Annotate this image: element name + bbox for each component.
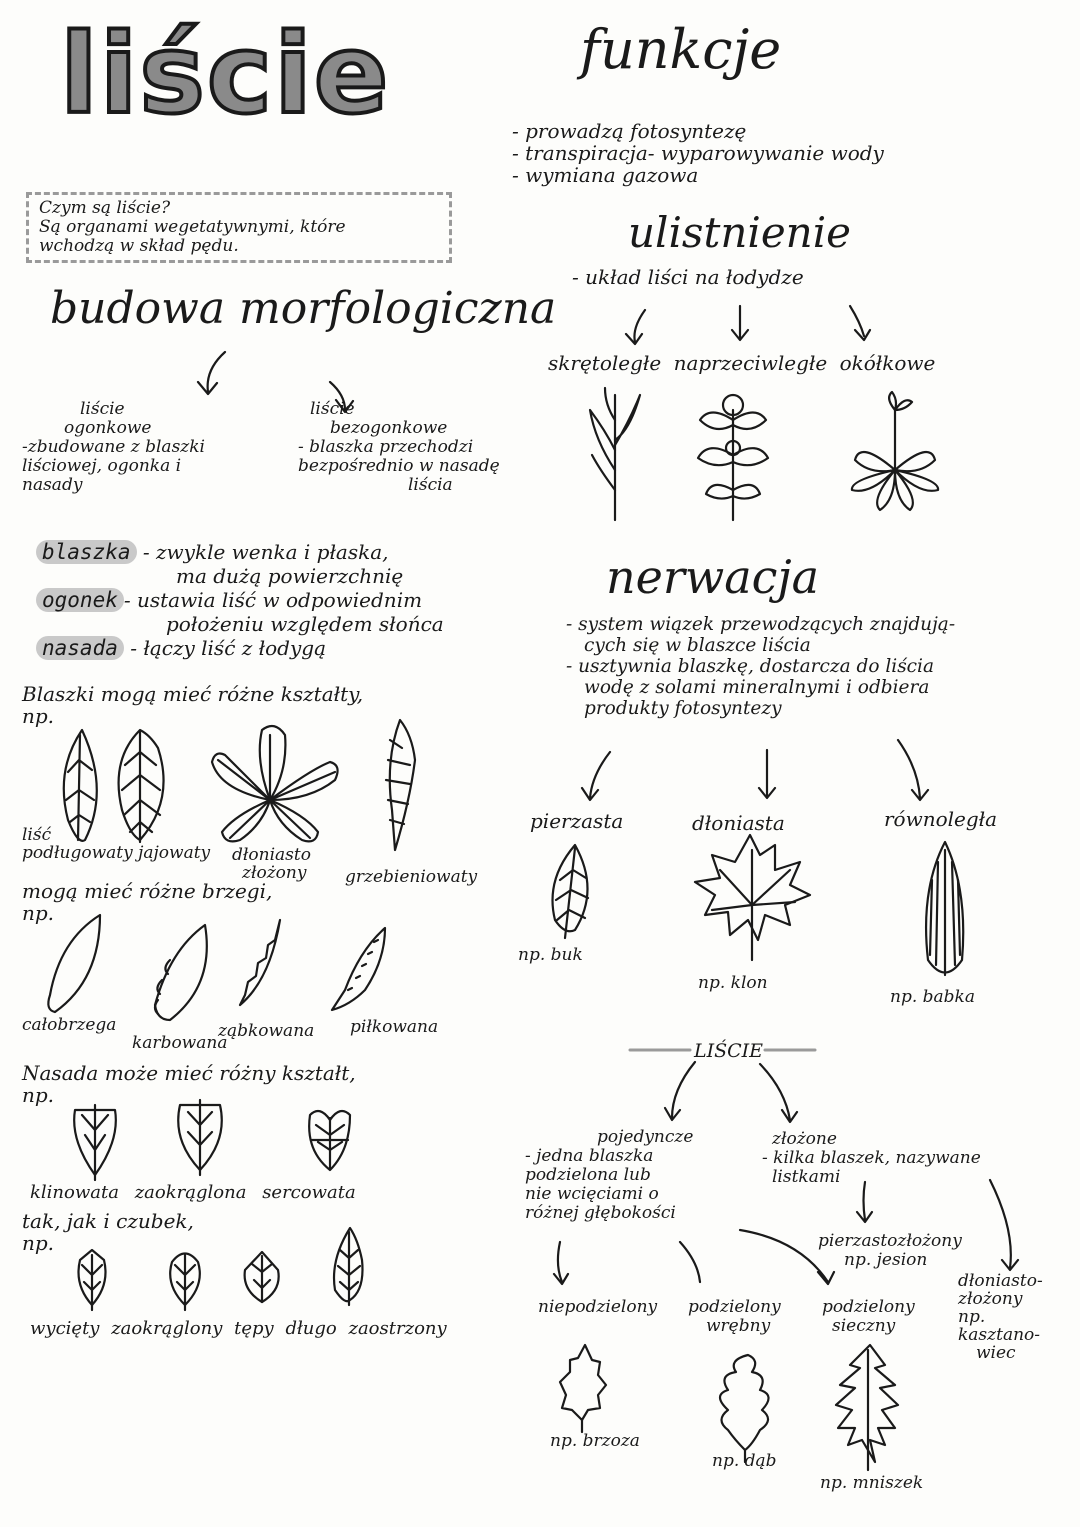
podzielony-wrebny-line1: podzielony (688, 1297, 781, 1317)
page-title: liście (60, 10, 391, 138)
part-desc: - ustawia liść w odpowiednim (123, 588, 423, 612)
ogonkowe-desc3: nasady (22, 475, 83, 495)
part-desc-cont: położeniu względem słońca (166, 612, 444, 636)
shape-label-grzebieniowaty: grzebieniowaty (345, 867, 478, 887)
pierzasto-line1: pierzastozłożony (818, 1231, 962, 1251)
part-term: nasada (36, 636, 124, 660)
shape-label-zlozony: złożony (242, 863, 307, 883)
base-label-klinowata: klinowata (30, 1182, 119, 1203)
part-desc: - zwykle wenka i płaska, (142, 540, 389, 564)
base-intro-line2: np. (22, 1083, 55, 1107)
ulistnienie-type-naprzeciwlegle: naprzeciwległe (673, 351, 828, 375)
bezogonkowe-desc3: liścia (408, 475, 453, 495)
bezogonkowe-name1: liście (310, 399, 355, 419)
bezogonkowe-name2: bezogonkowe (330, 418, 448, 438)
nerwacja-heading: nerwacja (606, 550, 820, 604)
zlozone-desc1: - kilka blaszek, nazywane (762, 1148, 981, 1168)
zlozone-desc2: listkami (772, 1167, 841, 1187)
tip-label-dlugo-zaostrzony: długo zaostrzony (285, 1318, 447, 1339)
pojedyncze-desc2: podzielona lub (525, 1165, 651, 1185)
edges-intro-line1: mogą mieć różne brzegi, (22, 879, 273, 903)
birch-leaf-icon (560, 1345, 606, 1432)
niepodzielony-label: niepodzielony (538, 1297, 658, 1317)
example-mniszek: np. mniszek (820, 1473, 924, 1493)
podzielony-sieczny-line2: sieczny (832, 1316, 896, 1336)
budowa-heading: budowa morfologiczna (50, 283, 557, 334)
pierzasto-line2: np. jesion (844, 1250, 928, 1270)
dloniasto-line1: dłoniasto- (958, 1271, 1043, 1291)
zlozone-name: złożone (772, 1129, 837, 1149)
edge-label-karbowana: karbowana (132, 1033, 228, 1053)
dandelion-leaf-icon (836, 1345, 898, 1470)
part-term: blaszka (36, 540, 137, 564)
nerwacja-desc-line3: - usztywnia blaszkę, dostarcza do liścia (566, 656, 934, 677)
bezogonkowe-desc1: - blaszka przechodzi (298, 437, 474, 457)
definition-answer-line2: wchodzą w skład pędu. (39, 236, 239, 256)
edge-label-pilkowana: piłkowana (350, 1017, 439, 1037)
nerwacja-desc-line5: produkty fotosyntezy (584, 698, 782, 719)
example-brzoza: np. brzoza (550, 1431, 640, 1451)
liscie-tree-root: LIŚCIE (694, 1040, 764, 1062)
definition-question: Czym są liście? (39, 198, 171, 218)
dloniasto-line4: kasztano- (958, 1325, 1041, 1345)
ogonkowe-name2: ogonkowe (64, 418, 152, 438)
base-label-sercowata: sercowata (262, 1182, 356, 1203)
pojedyncze-desc4: różnej głębokości (525, 1203, 676, 1223)
nerwacja-desc-line2: cych się w blaszce liścia (584, 635, 811, 656)
base-intro-line1: Nasada może mieć różny kształt, (22, 1061, 356, 1085)
shape-label-dloniasto: dłoniasto (232, 845, 311, 865)
ogonkowe-desc1: -zbudowane z blaszki (22, 437, 205, 457)
funkcje-item: - wymiana gazowa (512, 163, 699, 187)
tip-label-zaokraglony: zaokrąglony (111, 1318, 223, 1339)
tip-intro-line1: tak, jak i czubek, (22, 1209, 194, 1233)
dloniasto-line5: wiec (976, 1343, 1016, 1363)
ogonkowe-desc2: liściowej, ogonka i (22, 456, 182, 476)
edge-label-calobrzega: całobrzega (22, 1015, 117, 1035)
shapes-intro-line1: Blaszki mogą mieć różne kształty, (22, 682, 364, 706)
tip-intro-line2: np. (22, 1231, 55, 1255)
ogonkowe-name1: liście (80, 399, 125, 419)
nerwacja-type-rownolegla: równoległa (884, 807, 998, 831)
tip-label-wyciety: wycięty (30, 1318, 100, 1339)
example-dab: np. dąb (712, 1451, 777, 1471)
nerwacja-example-buk: np. buk (518, 945, 583, 965)
tip-label-tepy: tępy (234, 1318, 274, 1339)
pojedyncze-desc1: - jedna blaszka (525, 1146, 654, 1166)
ulistnienie-desc: - układ liści na łodydze (572, 265, 804, 289)
nerwacja-desc-line1: - system wiązek przewodzących znajdują- (566, 614, 956, 635)
ulistnienie-type-okolkowe: okółkowe (839, 351, 936, 375)
part-desc-cont: ma dużą powierzchnię (176, 564, 404, 588)
base-label-zaokraglona: zaokrąglona (134, 1182, 247, 1203)
dloniasto-line3: np. (958, 1307, 986, 1327)
nerwacja-type-pierzasta: pierzasta (530, 809, 624, 833)
dloniasto-line2: złożony (958, 1289, 1023, 1309)
ulistnienie-type-skretolegle: skrętoległe (548, 351, 662, 375)
bezogonkowe-desc2: bezpośrednio w nasadę (298, 456, 500, 476)
funkcje-heading: funkcje (580, 18, 782, 81)
shape-label-podlugowaty-jajowaty: podługowaty jajowaty (22, 843, 211, 863)
pojedyncze-desc3: nie wcięciami o (525, 1184, 659, 1204)
nerwacja-example-babka: np. babka (890, 987, 975, 1007)
funkcje-item: - transpiracja- wyparowywanie wody (512, 141, 884, 165)
nerwacja-example-klon: np. klon (698, 973, 768, 993)
funkcje-item: - prowadzą fotosyntezę (512, 119, 747, 143)
edges-intro-line2: np. (22, 901, 55, 925)
shapes-intro-line2: np. (22, 704, 55, 728)
podzielony-wrebny-line2: wrębny (706, 1316, 771, 1336)
oak-leaf-icon (720, 1355, 769, 1462)
pojedyncze-name: pojedyncze (597, 1127, 694, 1147)
edge-label-zabkowana: ząbkowana (218, 1021, 315, 1041)
part-term: ogonek (36, 588, 124, 612)
shape-label-lisc: liść (22, 825, 52, 845)
definition-answer-line1: Są organami wegetatywnymi, które (39, 217, 346, 237)
ulistnienie-heading: ulistnienie (628, 208, 852, 257)
part-desc: - łączy liść z łodygą (130, 636, 326, 660)
nerwacja-desc-line4: wodę z solami mineralnymi i odbiera (584, 677, 930, 698)
podzielony-sieczny-line1: podzielony (822, 1297, 915, 1317)
nerwacja-type-dloniasta: dłoniasta (692, 811, 785, 835)
